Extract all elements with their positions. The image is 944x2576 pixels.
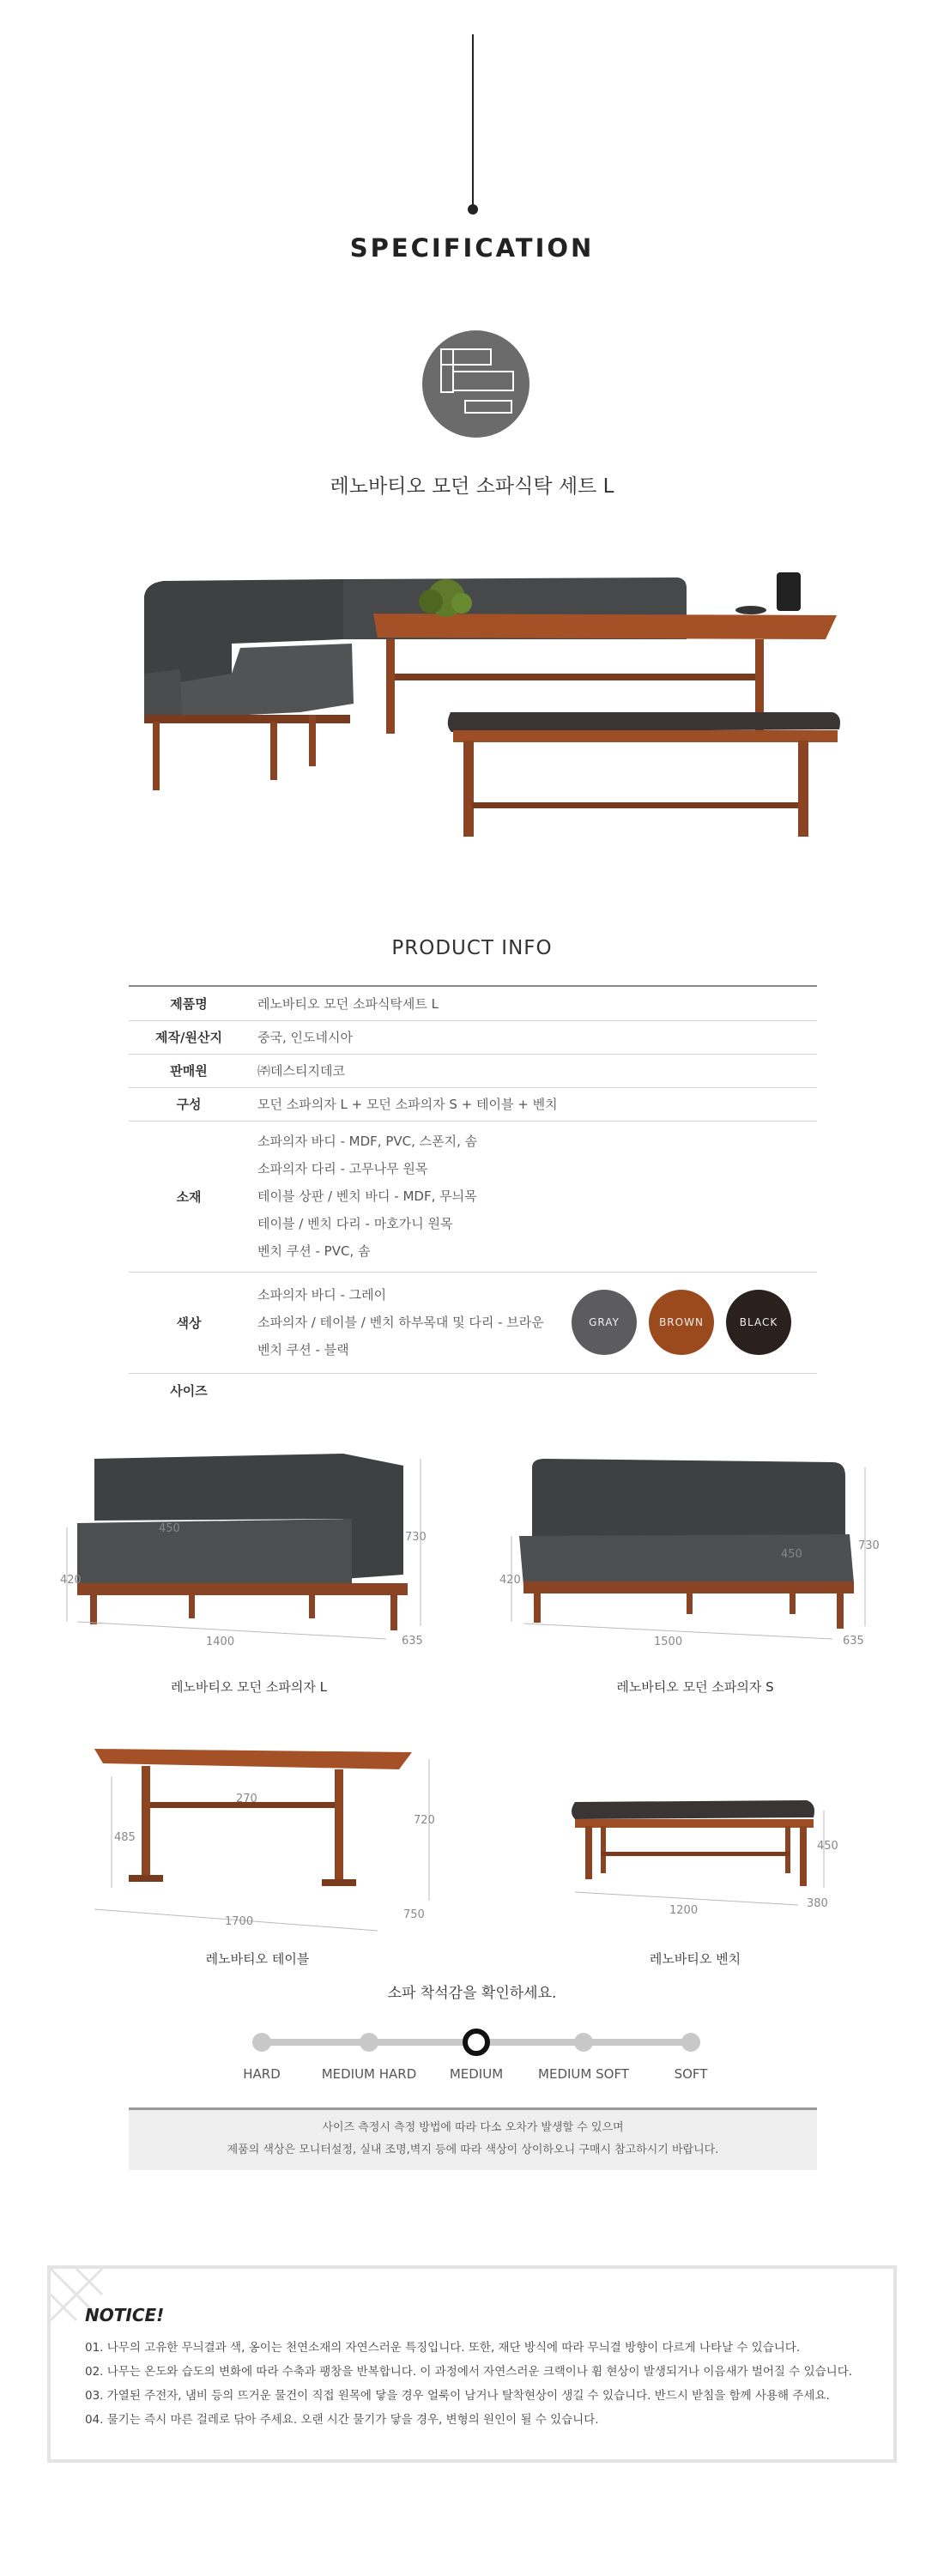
row-value: ㈜데스티지데코 xyxy=(249,1054,817,1087)
notice-item: 04. 물기는 즉시 마른 걸레로 닦아 주세요. 오랜 시간 물기가 닿을 경우, 변형의 원인이 될 수 있습니다. xyxy=(85,2413,599,2427)
material-line: 소파의자 바디 - MDF, PVC, 스폰지, 솜 xyxy=(257,1134,478,1149)
color-swatch-gray: GRAY xyxy=(572,1290,637,1355)
table-caption: 레노바티오 테이블 xyxy=(205,1951,310,1967)
dim-leg: 485 xyxy=(114,1831,136,1844)
row-label: 제작/원산지 xyxy=(129,1020,249,1054)
table-row xyxy=(129,1087,817,1121)
notice-item: 02. 나무는 온도와 습도의 변화에 따라 수축과 팽창을 반복합니다. 이 과정에서 자연스러운 크랙이나 휨 현상이 발생되거나 이음새가 벌어질 수 있습니다. xyxy=(85,2365,853,2379)
product-title: 레노바티오 모던 소파식탁 세트 L xyxy=(330,475,614,498)
material-line: 테이블 상판 / 벤치 바디 - MDF, 무늬목 xyxy=(257,1188,477,1204)
dim-seat-height: 420 xyxy=(60,1574,82,1587)
table-row-color xyxy=(129,1272,817,1373)
material-line: 테이블 / 벤치 다리 - 마호가니 원목 xyxy=(257,1216,453,1231)
dim-shelf: 270 xyxy=(236,1793,257,1805)
color-line: 벤치 쿠션 - 블랙 xyxy=(257,1342,349,1358)
comfort-dot xyxy=(574,2033,593,2052)
color-swatch-brown: BROWN xyxy=(649,1290,714,1355)
sofa-s-caption: 레노바티오 모던 소파의자 S xyxy=(616,1679,774,1695)
row-value: 중국, 인도네시아 xyxy=(249,1020,817,1054)
comfort-label: SOFT xyxy=(674,2066,708,2082)
size-label: 사이즈 xyxy=(170,1383,208,1399)
dim-seat-depth: 450 xyxy=(781,1548,802,1561)
product-photo xyxy=(129,519,841,862)
dim-height: 720 xyxy=(414,1814,435,1827)
section-title: SPECIFICATION xyxy=(349,233,595,263)
row-label: 제품명 xyxy=(129,987,249,1020)
color-swatch-black: BLACK xyxy=(726,1290,791,1355)
material-line: 소파의자 다리 - 고무나무 원목 xyxy=(257,1161,428,1176)
dim-width: 1500 xyxy=(654,1636,683,1648)
notice-title: NOTICE! xyxy=(85,2305,165,2325)
dim-width: 1700 xyxy=(225,1915,254,1928)
comfort-label: HARD xyxy=(243,2066,281,2082)
comfort-dot xyxy=(252,2033,271,2052)
notice-item: 03. 가열된 주전자, 냄비 등의 뜨거운 물건이 직접 원목에 닿을 경우 얼룩이 남거나 탈착현상이 생길 수 있습니다. 반드시 받침을 함께 사용해 주세요. xyxy=(85,2389,830,2403)
row-label: 소재 xyxy=(129,1121,249,1272)
dim-seat-depth: 450 xyxy=(159,1522,180,1535)
table-row xyxy=(129,1020,817,1054)
divider-dot xyxy=(468,204,478,215)
comfort-dot xyxy=(681,2033,700,2052)
divider-line xyxy=(472,34,474,206)
disclaimer-box xyxy=(129,2107,817,2170)
notice-pattern-icon xyxy=(51,2269,119,2337)
dim-height: 730 xyxy=(405,1531,427,1544)
dim-width: 1400 xyxy=(206,1636,235,1648)
sofa-s-drawing xyxy=(499,1442,884,1648)
material-line: 벤치 쿠션 - PVC, 솜 xyxy=(257,1243,371,1259)
table-drawing xyxy=(60,1725,455,1939)
notice-item: 01. 나무의 고유한 무늬결과 색, 옹이는 천연소재의 자연스러운 특징입니다. 또한, 재단 방식에 따라 무늬결 방향이 다르게 나타날 수 있습니다. xyxy=(85,2341,801,2355)
dim-height: 730 xyxy=(858,1539,880,1552)
comfort-label: MEDIUM xyxy=(449,2066,504,2082)
comfort-scale xyxy=(243,2025,708,2094)
sofa-l-drawing xyxy=(60,1442,438,1648)
table-row xyxy=(129,1054,817,1087)
comfort-title: 소파 착석감을 확인하세요. xyxy=(387,1985,557,2002)
dim-depth: 635 xyxy=(402,1635,423,1648)
comfort-dot-selected xyxy=(465,2031,487,2053)
table-row xyxy=(129,987,817,1020)
comfort-label: MEDIUM HARD xyxy=(321,2066,417,2082)
furniture-set-icon xyxy=(422,330,529,438)
comfort-label: MEDIUM SOFT xyxy=(538,2066,629,2082)
dim-depth: 635 xyxy=(843,1635,864,1648)
sofa-l-caption: 레노바티오 모던 소파의자 L xyxy=(170,1679,328,1695)
dim-depth: 380 xyxy=(807,1897,828,1910)
color-line: 소파의자 / 테이블 / 벤치 하부목대 및 다리 - 브라운 xyxy=(257,1315,544,1330)
color-line: 소파의자 바디 - 그레이 xyxy=(257,1287,387,1303)
row-label: 판매원 xyxy=(129,1054,249,1087)
dim-depth: 750 xyxy=(403,1908,425,1921)
table-row-material xyxy=(129,1121,817,1272)
dim-height: 450 xyxy=(817,1840,838,1853)
disclaimer-line: 사이즈 측정시 측정 방법에 따라 다소 오차가 발생할 수 있으며 xyxy=(322,2121,624,2134)
notice-box xyxy=(47,2265,897,2463)
bench-drawing xyxy=(549,1751,841,1939)
product-info-title: PRODUCT INFO xyxy=(391,937,553,959)
dim-width: 1200 xyxy=(669,1904,699,1917)
row-label: 색상 xyxy=(129,1272,249,1373)
disclaimer-line: 제품의 색상은 모니터설정, 실내 조명,벽지 등에 따라 색상이 상이하오니 구매시 참고하시기 바랍니다. xyxy=(227,2144,719,2156)
row-value: 모던 소파의자 L + 모던 소파의자 S + 테이블 + 벤치 xyxy=(249,1087,817,1121)
comfort-dot xyxy=(360,2033,378,2052)
row-label: 구성 xyxy=(129,1087,249,1121)
dim-seat-height: 420 xyxy=(499,1574,521,1587)
bench-caption: 레노바티오 벤치 xyxy=(649,1951,741,1967)
product-info-table xyxy=(129,987,817,1374)
row-value: 레노바티오 모던 소파식탁세트 L xyxy=(249,987,817,1020)
